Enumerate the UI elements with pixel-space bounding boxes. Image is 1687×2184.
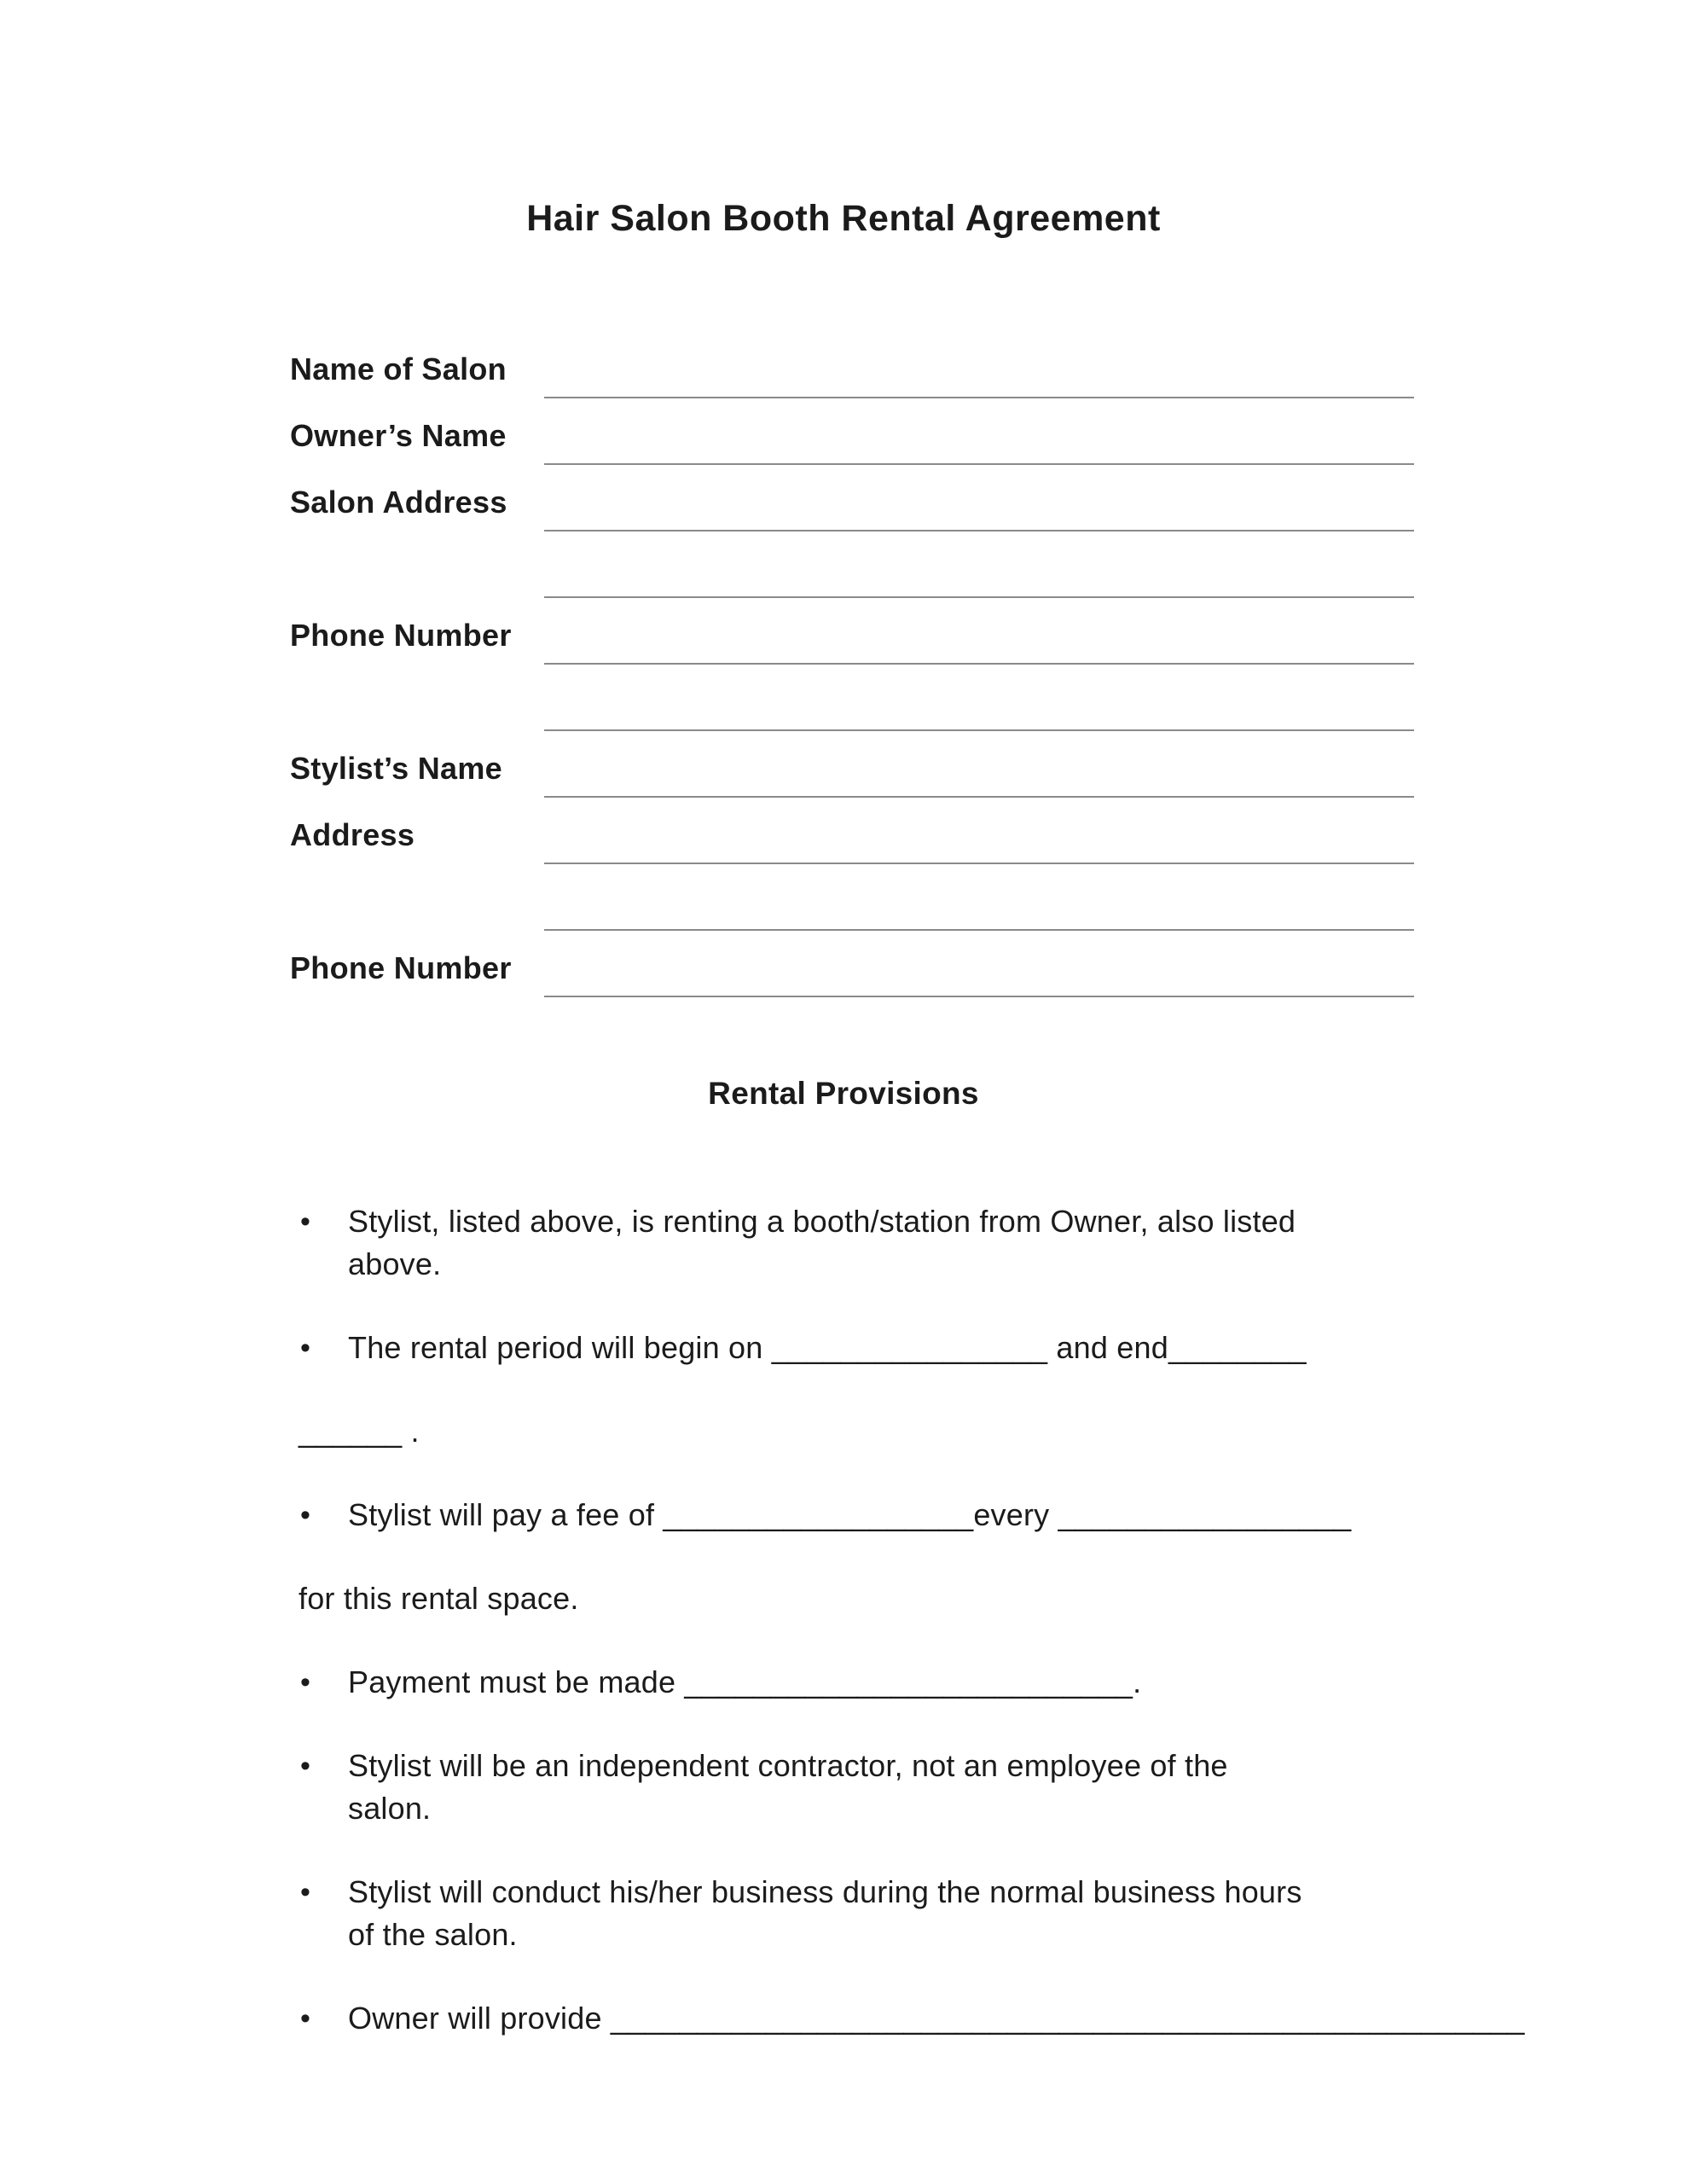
list-item-line: Payment must be made __________________________. <box>348 1664 1142 1699</box>
form-row <box>290 398 1414 465</box>
list-item-line: ______ . <box>299 1414 420 1449</box>
list-item <box>299 1661 1424 1704</box>
list-item <box>299 1997 1525 2040</box>
list-item-line: for this rental space. <box>299 1581 579 1616</box>
list-item-line: The rental period will begin on ________________ and end________ <box>348 1330 1307 1365</box>
contact-form <box>290 332 1414 997</box>
field-blank-line[interactable] <box>544 397 1414 465</box>
list-item-line: salon. <box>348 1791 432 1826</box>
bullet-icon: • <box>300 2002 311 2035</box>
field-blank-line[interactable] <box>544 796 1414 864</box>
form-row <box>290 531 1414 598</box>
field-blank-line[interactable] <box>544 596 1414 665</box>
list-item-line: Stylist, listed above, is renting a booth/station from Owner, also listed <box>348 1204 1296 1239</box>
list-item <box>299 1494 1424 1536</box>
field-blank-line[interactable] <box>544 729 1414 798</box>
form-row <box>290 665 1414 731</box>
field-blank-line[interactable] <box>544 929 1414 997</box>
bullet-icon: • <box>300 1205 311 1238</box>
list-item <box>299 1745 1424 1830</box>
field-label: Stylist’s Name <box>290 751 502 786</box>
field-label: Phone Number <box>290 618 512 653</box>
field-blank-line[interactable] <box>544 530 1414 598</box>
list-item <box>299 1871 1424 1956</box>
form-row <box>290 864 1414 931</box>
document-title: Hair Salon Booth Rental Agreement <box>526 198 1161 239</box>
list-item-line: Stylist will be an independent contractor, not an employee of the <box>348 1748 1228 1783</box>
form-row <box>290 931 1414 997</box>
bullet-icon: • <box>300 1666 311 1699</box>
form-row <box>290 798 1414 864</box>
list-item-continuation <box>299 1410 1424 1453</box>
list-item-continuation <box>299 1577 1424 1620</box>
field-blank-line[interactable] <box>544 863 1414 931</box>
list-item <box>299 1200 1424 1286</box>
list-item-line: Owner will provide _____________________________________________________ <box>348 2001 1525 2036</box>
bullet-icon: • <box>300 1750 311 1782</box>
field-blank-line[interactable] <box>544 663 1414 731</box>
field-label: Phone Number <box>290 950 512 985</box>
field-blank-line[interactable] <box>544 463 1414 531</box>
list-item-line: Stylist will conduct his/her business during the normal business hours <box>348 1874 1302 1909</box>
form-row <box>290 465 1414 531</box>
list-item-line: Stylist will pay a fee of __________________every _________________ <box>348 1497 1352 1532</box>
field-label: Name of Salon <box>290 351 507 386</box>
field-blank-line[interactable] <box>544 330 1414 398</box>
field-label: Salon Address <box>290 485 507 520</box>
field-label <box>290 920 544 931</box>
provisions-list <box>299 1200 1525 2040</box>
section-heading: Rental Provisions <box>708 1076 979 1111</box>
field-label: Owner’s Name <box>290 418 507 453</box>
bullet-icon: • <box>300 1332 311 1364</box>
field-label <box>290 720 544 731</box>
field-label <box>290 587 544 598</box>
bullet-icon: • <box>300 1876 311 1908</box>
list-item <box>299 1327 1424 1369</box>
bullet-icon: • <box>300 1499 311 1531</box>
form-row <box>290 731 1414 798</box>
list-item-line: of the salon. <box>348 1917 518 1952</box>
form-row <box>290 332 1414 398</box>
field-label: Address <box>290 817 415 852</box>
list-item-line: above. <box>348 1246 442 1281</box>
form-row <box>290 598 1414 665</box>
